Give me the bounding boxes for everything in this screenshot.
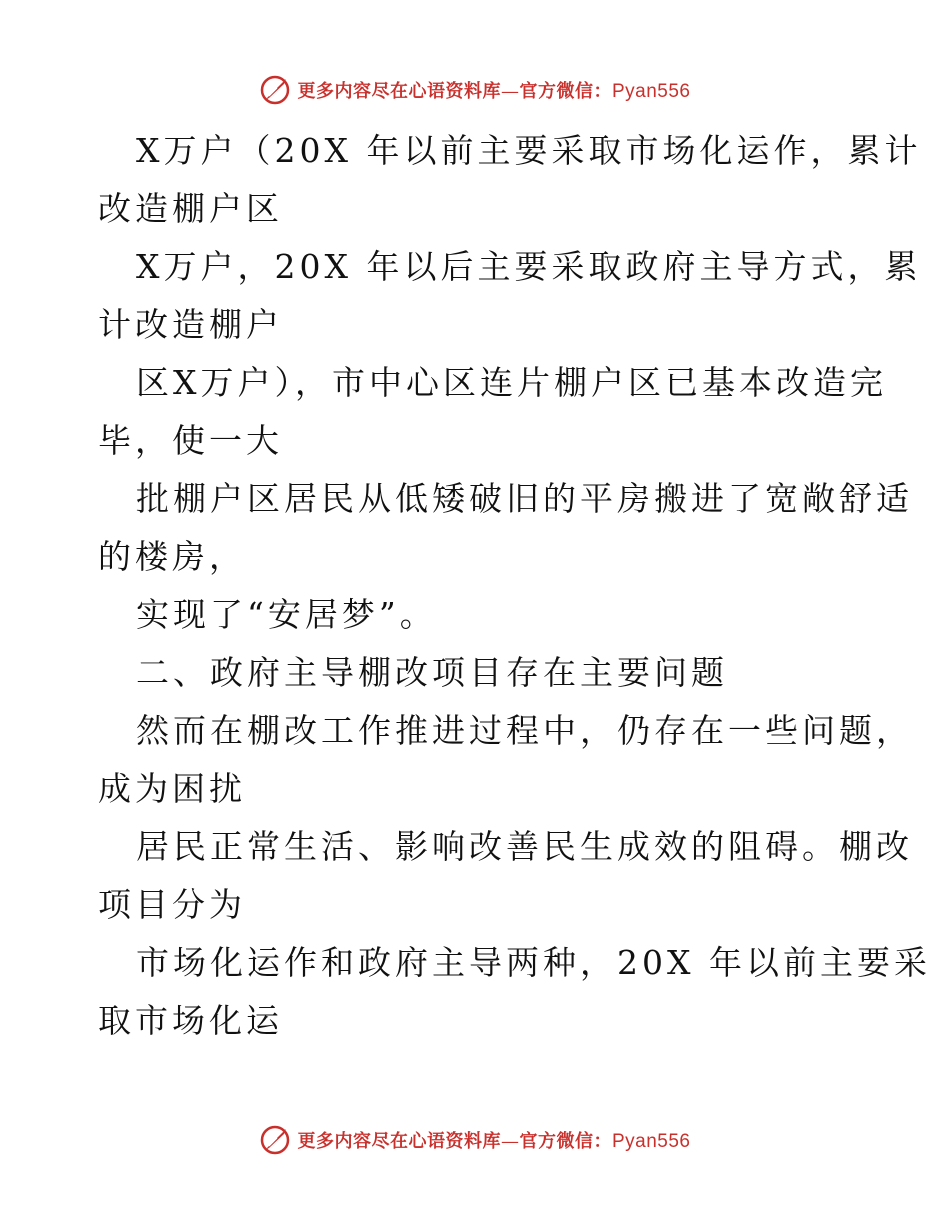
header-brand: 更多内容尽在心语资料库 (297, 81, 501, 102)
header-contact-id: Pyan556 (611, 81, 691, 102)
body-line: 实现了“安居梦”。 (136, 595, 437, 634)
body-line: 批棚户区居民从低矮破旧的平房搬进了宽敞舒适 (136, 479, 913, 518)
body-line: 区X万户），市中心区连片棚户区已基本改造完 (136, 363, 887, 402)
quill-logo-icon (259, 1124, 291, 1156)
document-body (98, 122, 931, 1050)
body-line: 居民正常生活、影响改善民生成效的阻碍。棚改 (136, 827, 913, 866)
body-line: 取市场化运 (98, 1001, 283, 1040)
body-line: 改造棚户区 (98, 189, 283, 228)
header-banner (0, 70, 950, 110)
header-banner-text (297, 77, 690, 103)
footer-separator: — (500, 1131, 520, 1152)
header-separator: — (500, 81, 520, 102)
footer-contact-id: Pyan556 (611, 1131, 691, 1152)
footer-banner-text (297, 1127, 690, 1153)
body-line: 项目分为 (98, 885, 246, 924)
body-line: 计改造棚户 (98, 305, 283, 344)
body-line: 毕，使一大 (98, 421, 283, 460)
header-contact-label: 官方微信： (519, 81, 612, 102)
quill-logo-icon (259, 74, 291, 106)
footer-brand: 更多内容尽在心语资料库 (297, 1131, 501, 1152)
body-line: 然而在棚改工作推进过程中，仍存在一些问题， (136, 711, 913, 750)
footer-contact-label: 官方微信： (519, 1131, 612, 1152)
footer-banner (0, 1120, 950, 1160)
section-heading: 二、政府主导棚改项目存在主要问题 (136, 653, 728, 692)
body-line: X万户，20X 年以后主要采取政府主导方式，累 (136, 247, 922, 286)
body-line: 市场化运作和政府主导两种，20X 年以前主要采 (136, 943, 931, 982)
body-line: 成为困扰 (98, 769, 246, 808)
body-line: 的楼房， (98, 537, 246, 576)
body-line: X万户（20X 年以前主要采取市场化运作，累计 (136, 131, 922, 170)
